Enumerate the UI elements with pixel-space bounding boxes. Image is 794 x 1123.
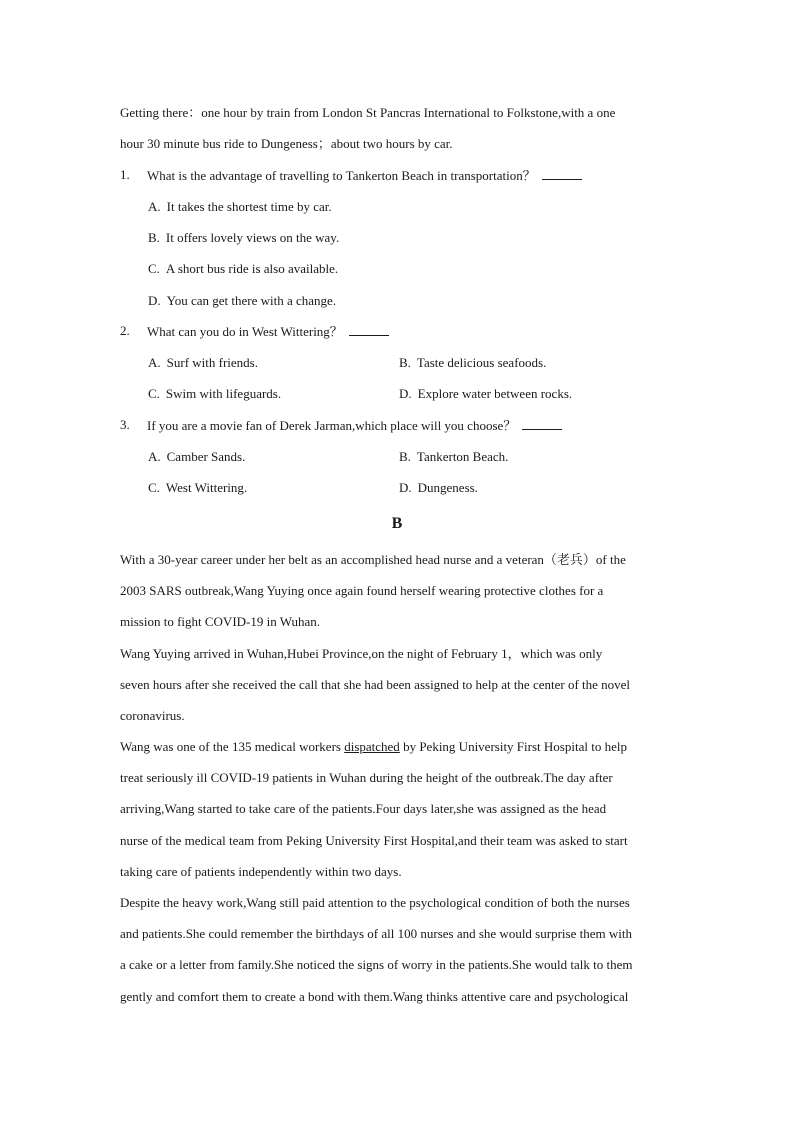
underlined-word: dispatched: [344, 739, 400, 754]
question-2-option-d: D. Explore water between rocks.: [399, 386, 573, 401]
question-3-number: 3.: [120, 417, 130, 432]
answer-blank-1[interactable]: [542, 167, 582, 180]
question-3-option-b: B. Tankerton Beach.: [399, 449, 509, 464]
passage-line: and patients.She could remember the birthdays of all 100 nurses and she would surprise them with: [120, 926, 632, 941]
passage-line: nurse of the medical team from Peking University First Hospital,and their team was asked to start: [120, 833, 628, 848]
passage-line: gently and comfort them to create a bond with them.Wang thinks attentive care and psychological: [120, 989, 629, 1004]
passage-line: Wang was one of the 135 medical workers dispatched by Peking University First Hospital to help: [120, 739, 627, 754]
passage-line: taking care of patients independently within two days.: [120, 864, 402, 879]
question-1-option-b: B. It offers lovely views on the way.: [148, 230, 340, 245]
passage-line: coronavirus.: [120, 708, 185, 723]
passage-line: treat seriously ill COVID-19 patients in Wuhan during the height of the outbreak.The day after: [120, 770, 613, 785]
passage-line: a cake or a letter from family.She noticed the signs of worry in the patients.She would talk to them: [120, 957, 633, 972]
passage-line: 2003 SARS outbreak,Wang Yuying once again found herself wearing protective clothes for a: [120, 583, 604, 598]
question-2: [147, 323, 389, 340]
question-1: [147, 167, 582, 184]
passage-line: Despite the heavy work,Wang still paid attention to the psychological condition of both the nurses: [120, 895, 630, 910]
passage-line: With a 30-year career under her belt as an accomplished head nurse and a veteran（老兵）of the: [120, 552, 626, 567]
question-1-option-a: A. It takes the shortest time by car.: [148, 199, 332, 214]
question-3-text: If you are a movie fan of Derek Jarman,which place will you choose？: [147, 418, 517, 433]
intro-line-2: hour 30 minute bus ride to Dungeness；about two hours by car.: [120, 136, 453, 151]
question-1-option-d: D. You can get there with a change.: [148, 293, 337, 308]
answer-blank-3[interactable]: [522, 417, 562, 430]
question-3-option-d: D. Dungeness.: [399, 480, 478, 495]
question-1-number: 1.: [120, 167, 130, 182]
question-2-option-b: B. Taste delicious seafoods.: [399, 355, 547, 370]
question-1-option-c: C. A short bus ride is also available.: [148, 261, 339, 276]
answer-blank-2[interactable]: [349, 323, 389, 336]
passage-line: mission to fight COVID-19 in Wuhan.: [120, 614, 321, 629]
question-2-option-a: A. Surf with friends.: [148, 355, 258, 370]
passage-line: seven hours after she received the call that she had been assigned to help at the center of the novel: [120, 677, 631, 692]
question-3: [147, 417, 562, 434]
section-heading: B: [391, 515, 403, 532]
question-3-option-a: A. Camber Sands.: [148, 449, 246, 464]
question-2-option-c: C. Swim with lifeguards.: [148, 386, 282, 401]
question-1-text: What is the advantage of travelling to Tankerton Beach in transportation？: [147, 168, 536, 183]
question-2-text: What can you do in West Wittering？: [147, 324, 343, 339]
intro-line-1: Getting there：one hour by train from London St Pancras International to Folkstone,with a one: [120, 105, 616, 120]
question-2-number: 2.: [120, 323, 130, 338]
passage-line: Wang Yuying arrived in Wuhan,Hubei Province,on the night of February 1，which was only: [120, 646, 603, 661]
question-3-option-c: C. West Wittering.: [148, 480, 248, 495]
passage-line: arriving,Wang started to take care of the patients.Four days later,she was assigned as the head: [120, 801, 607, 816]
